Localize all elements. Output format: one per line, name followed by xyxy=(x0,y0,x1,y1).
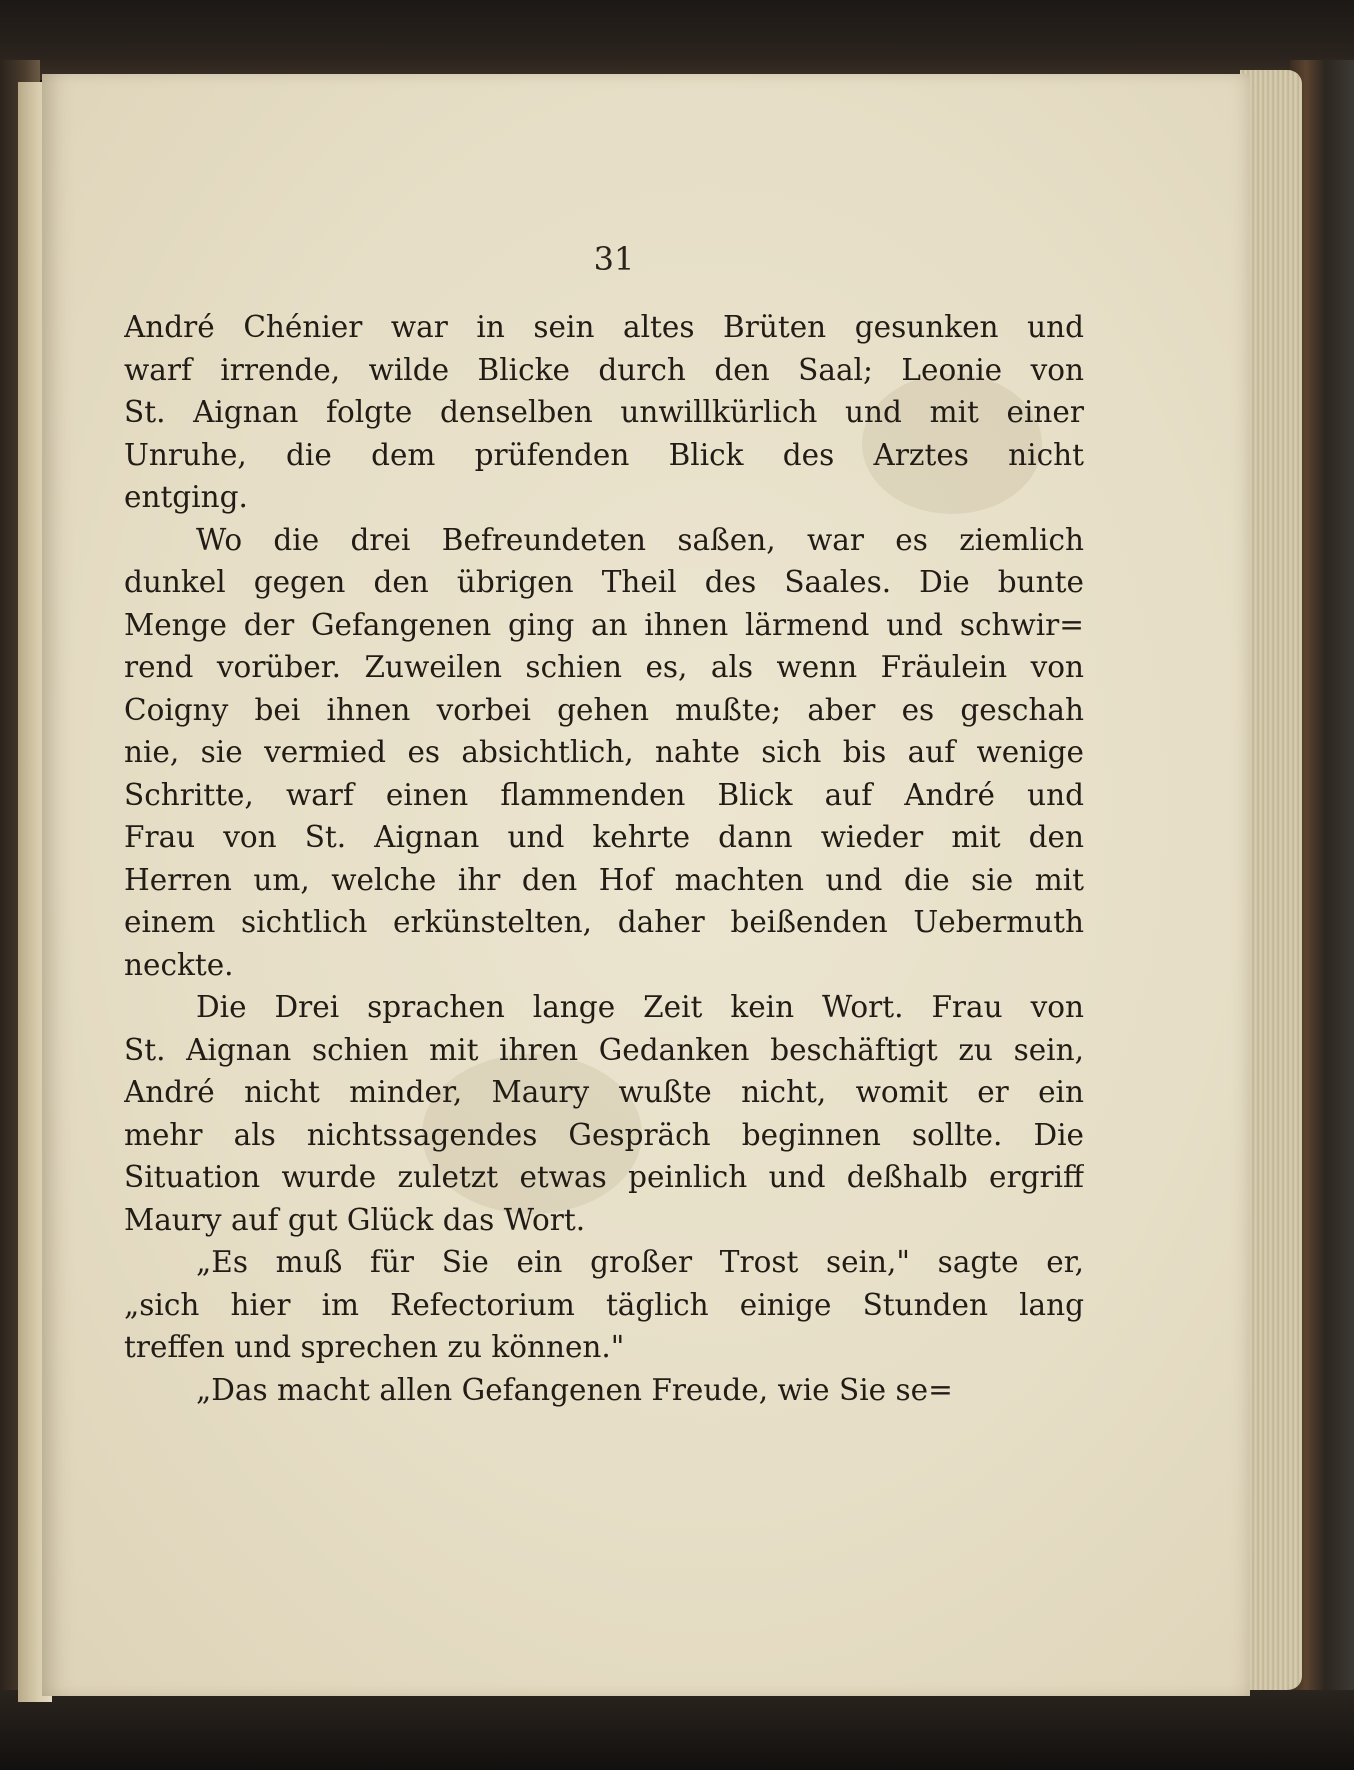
text-line: Die Drei sprachen lange Zeit kein Wort. Frau von xyxy=(196,990,1084,1024)
text-line: Situation wurde zuletzt etwas peinlich und deßhalb ergriff xyxy=(124,1160,1084,1194)
book-page xyxy=(42,74,1250,1696)
text-line: treffen und sprechen zu können." xyxy=(124,1330,625,1364)
text-line: André Chénier war in sein altes Brüten gesunken und xyxy=(124,310,1084,344)
text-line: „Es muß für Sie ein großer Trost sein," sagte er, xyxy=(196,1245,1084,1279)
text-line: Schritte, warf einen flammenden Blick auf André und xyxy=(124,777,1084,812)
page-number: 31 xyxy=(593,240,635,278)
text-line: St. Aignan schien mit ihren Gedanken beschäftigt zu sein, xyxy=(124,1032,1084,1067)
text-line: „Das macht allen Gefangenen Freude, wie Sie se= xyxy=(196,1372,953,1407)
text-line: entging. xyxy=(124,480,248,514)
book-cover-bottom xyxy=(0,1690,1354,1770)
text-line: mehr als nichtssagendes Gespräch beginnen sollte. Die xyxy=(124,1117,1084,1152)
text-line: Coigny bei ihnen vorbei gehen mußte; aber es geschah xyxy=(124,692,1084,727)
text-line: St. Aignan folgte denselben unwillkürlich und mit einer xyxy=(124,395,1084,429)
body-text xyxy=(124,306,1084,1411)
text-line: Wo die drei Befreundeten saßen, war es ziemlich xyxy=(196,522,1084,557)
book-cover-top xyxy=(0,0,1354,80)
text-line: „sich hier im Refectorium täglich einige Stunden lang xyxy=(124,1287,1084,1322)
text-line: nie, sie vermied es absichtlich, nahte sich bis auf wenige xyxy=(124,735,1084,769)
text-line: dunkel gegen den übrigen Theil des Saales. Die bunte xyxy=(124,565,1084,599)
text-line: Menge der Gefangenen ging an ihnen lärmend und schwir= xyxy=(124,607,1084,642)
text-line: Herren um, welche ihr den Hof machten und die sie mit xyxy=(124,862,1084,897)
text-line: Unruhe, die dem prüfenden Blick des Arztes nicht xyxy=(124,437,1084,472)
text-line: André nicht minder, Maury wußte nicht, womit er ein xyxy=(124,1075,1084,1109)
text-line: Maury auf gut Glück das Wort. xyxy=(124,1202,586,1237)
text-line: warf irrende, wilde Blicke durch den Saal; Leonie von xyxy=(124,352,1084,387)
text-line: Frau von St. Aignan und kehrte dann wieder mit den xyxy=(124,820,1084,854)
text-line: rend vorüber. Zuweilen schien es, als wenn Fräulein von xyxy=(124,650,1084,684)
text-line: einem sichtlich erkünstelten, daher beißenden Uebermuth xyxy=(124,905,1084,939)
text-line: neckte. xyxy=(124,947,234,982)
